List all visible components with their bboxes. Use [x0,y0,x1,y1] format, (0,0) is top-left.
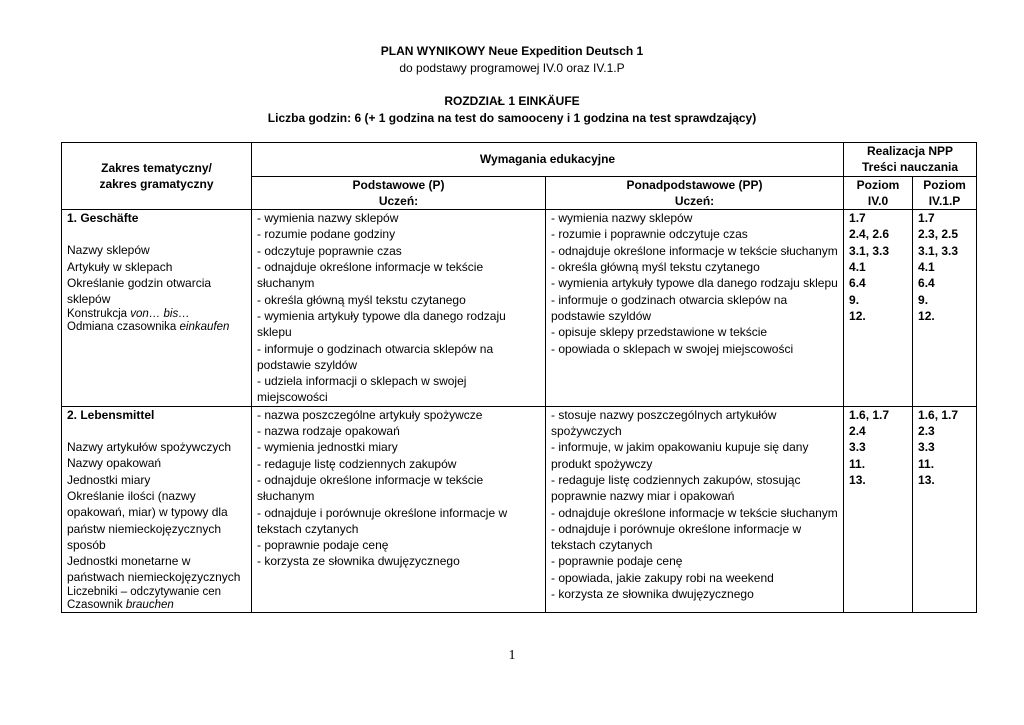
header-advanced: Ponadpodstawowe (PP) Uczeń: [546,176,844,210]
plan-table [61,142,977,613]
page-number: 1 [508,648,516,663]
hours-info: Liczba godzin: 6 (+ 1 godzina na test do samooceny i 1 godzina na test sprawdzający) [267,111,757,125]
level-iv0-cell: 1.7 2.4, 2.6 3.1, 3.3 4.1 6.4 9. 12. [844,210,913,407]
header-level-iv1p: Poziom IV.1.P [913,176,977,210]
document-title: PLAN WYNIKOWY Neue Expedition Deutsch 1 [380,44,644,58]
level-iv0-cell: 1.6, 1.7 2.4 3.3 11. 13. [844,406,913,612]
advanced-cell: - stosuje nazwy poszczególnych artykułów spożywczych - informuje, w jakim opakowaniu kupuje się dany produkt spożywczy - redaguje listę codziennych zakupów, stosując poprawnie nazwy miar i opakowań - odnajduje określone informacje w tekście słuchanym - odnajduje i porównuje określone informacje w tekstach czytanych - poprawnie podaje cenę - opowiada, jakie zakupy robi na weekend - korzysta ze słownika dwujęzycznego [546,406,844,612]
chapter-title: ROZDZIAŁ 1 EINKÄUFE [444,94,580,108]
topic-cell: 2. Lebensmittel Nazwy artykułów spożywczych Nazwy opakowań Jednostki miary Określanie ilości (nazwy opakowań, miar) w typowy dla państw niemieckojęzycznych sposób Jednostki monetarne w państwach niemieckojęzycznych Liczebniki – odczytywanie cen Czasownik brauchen [62,406,252,612]
header-requirements: Wymagania edukacyjne [252,143,844,177]
advanced-cell: - wymienia nazwy sklepów - rozumie i poprawnie odczytuje czas - odnajduje określone informacje w tekście słuchanym - określa główną myśl tekstu czytanego - wymienia artykuły typowe dla danego rodzaju sklepu - informuje o godzinach otwarcia sklepów na podstawie szyldów - opisuje sklepy przedstawione w tekście - opowiada o sklepach w swojej miejscowości [546,210,844,407]
level-iv1p-cell: 1.7 2.3, 2.5 3.1, 3.3 4.1 6.4 9. 12. [913,210,977,407]
basic-cell: - wymienia nazwy sklepów - rozumie podane godziny - odczytuje poprawnie czas - odnajduje określone informacje w tekście słuchanym - określa główną myśl tekstu czytanego - wymienia artykuły typowe dla danego rodzaju sklepu - informuje o godzinach otwarcia sklepów na podstawie szyldów - udziela informacji o sklepach w swojej miejscowości [252,210,546,407]
header-level-iv0: Poziom IV.0 [844,176,913,210]
topic-cell: 1. Geschäfte Nazwy sklepów Artykuły w sklepach Określanie godzin otwarcia sklepów Konstrukcja von… bis… Odmiana czasownika einkaufen [62,210,252,407]
header-topic: Zakres tematyczny/ zakres gramatyczny [62,143,252,210]
header-basic: Podstawowe (P) Uczeń: [252,176,546,210]
level-iv1p-cell: 1.6, 1.7 2.3 3.3 11. 13. [913,406,977,612]
basic-cell: - nazwa poszczególne artykuły spożywcze - nazwa rodzaje opakowań - wymienia jednostki miary - redaguje listę codziennych zakupów - odnajduje określone informacje w tekście słuchanym - odnajduje i porównuje określone informacje w tekstach czytanych - poprawnie podaje cenę - korzysta ze słownika dwujęzycznego [252,406,546,612]
document-subtitle: do podstawy programowej IV.0 oraz IV.1.P [399,61,625,75]
table-row [62,210,977,407]
header-npp: Realizacja NPP Treści nauczania [844,143,977,177]
table-row [62,406,977,612]
